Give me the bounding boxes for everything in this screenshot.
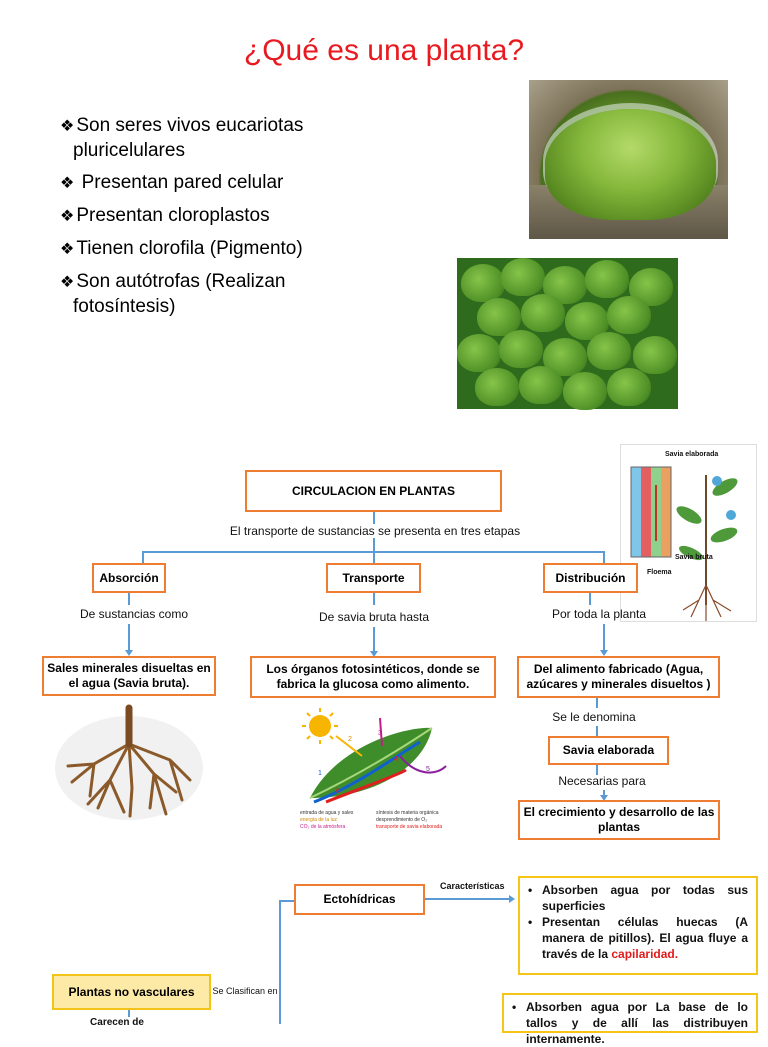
leaf-shape xyxy=(563,372,607,410)
savia-bruta-label: Savia bruta xyxy=(675,554,713,561)
connector-line xyxy=(128,624,130,652)
leaf-shape xyxy=(499,330,543,368)
leaf-shape xyxy=(461,264,505,302)
leaf-num: 2 xyxy=(348,736,352,743)
leaf-num: 5 xyxy=(426,766,430,773)
classify-label: Se Clasifican en xyxy=(212,986,278,996)
stage-absorcion-box: Absorción xyxy=(92,563,166,593)
features-label: Características xyxy=(440,881,505,891)
stage-distribucion-box: Distribución xyxy=(543,563,638,593)
feature-item xyxy=(60,171,386,196)
absorcion-link: De sustancias como xyxy=(79,607,189,621)
leaf-shape xyxy=(475,368,519,406)
page-title: ¿Qué es una planta? xyxy=(243,34,525,67)
diamond-bullet-icon: ❖ xyxy=(60,118,75,135)
endo-feature-item xyxy=(510,999,748,1047)
legend-item: energía de la luz xyxy=(300,817,337,823)
transporte-result-box: Los órganos fotosintéticos, donde se fabrica la glucosa como alimento. xyxy=(250,656,496,698)
ectohidricas-box: Ectohídricas xyxy=(294,884,425,915)
plant-features-list xyxy=(60,114,386,327)
leaf-num: 1 xyxy=(318,770,322,777)
feature-text: Presentan células huecas (A manera de pitillos). El agua fluye a través de la xyxy=(542,915,748,961)
feature-text: Tienen clorofila (Pigmento) xyxy=(76,238,303,259)
diamond-bullet-icon: ❖ xyxy=(60,208,75,225)
leaf-num: 4 xyxy=(394,756,398,763)
connector-line xyxy=(279,900,281,1024)
connector-line xyxy=(425,898,511,900)
moss-tuft xyxy=(545,109,716,220)
connector-line xyxy=(279,900,294,902)
feature-text-cont: pluricelulares xyxy=(73,140,185,161)
leaf-legend xyxy=(300,810,452,831)
connector-line xyxy=(596,698,598,708)
feature-item xyxy=(60,237,386,262)
needed-for-label: Necesarias para xyxy=(558,774,646,788)
denominates-label: Se le denomina xyxy=(524,710,664,724)
leaf-shape xyxy=(607,296,651,334)
ecto-feature-item xyxy=(526,882,748,914)
legend-item: desprendimiento de O₂ xyxy=(376,817,428,823)
ecto-features-box xyxy=(518,876,758,975)
feature-text: Son autótrofas (Realizan xyxy=(76,271,286,292)
absorcion-result-box: Sales minerales disueltas en el agua (Savia bruta). xyxy=(42,656,216,696)
ecto-feature-item xyxy=(526,914,748,962)
leaf-shape xyxy=(519,366,563,404)
legend-item: entrada de agua y sales xyxy=(300,810,354,816)
legend-item: CO₂ de la atmósfera xyxy=(300,824,346,830)
leaf-photosynthesis-diagram xyxy=(296,706,452,838)
lack-label: Carecen de xyxy=(62,1017,172,1028)
diamond-bullet-icon: ❖ xyxy=(60,175,75,192)
leaf-shape xyxy=(501,258,545,296)
leaf-shape xyxy=(633,336,677,374)
connector-line xyxy=(142,551,144,563)
connector-line xyxy=(603,551,605,563)
diamond-bullet-icon: ❖ xyxy=(60,241,75,258)
leaf-shape xyxy=(457,334,501,372)
moss-photo xyxy=(529,80,728,239)
connector-line xyxy=(128,593,130,605)
transporte-link: De savia bruta hasta xyxy=(318,610,430,624)
feature-item xyxy=(60,204,386,229)
feature-text: Absorben agua por todas sus superficies xyxy=(542,883,748,913)
feature-text: Absorben agua por La base de lo tallos y de allí las distribuyen internamente. xyxy=(526,1000,748,1046)
feature-text-cont: fotosíntesis) xyxy=(73,296,176,317)
leaf-shape xyxy=(585,260,629,298)
floema-label: Floema xyxy=(647,569,672,576)
connector-line xyxy=(373,551,375,563)
final-result-box: El crecimiento y desarrollo de las plantas xyxy=(518,800,720,840)
feature-item xyxy=(60,270,386,319)
legend-item: transporte de savia elaborada xyxy=(376,824,443,830)
distribucion-link: Por toda la planta xyxy=(551,607,647,621)
connector-line xyxy=(373,593,375,605)
connector-line xyxy=(596,726,598,736)
endo-features-box xyxy=(502,993,758,1046)
connector-line xyxy=(603,624,605,652)
circulation-title-box: CIRCULACION EN PLANTAS xyxy=(245,470,502,512)
feature-text: Presentan cloroplastos xyxy=(76,205,270,226)
plantas-no-vasculares-box: Plantas no vasculares xyxy=(52,974,211,1010)
stage-transporte-box: Transporte xyxy=(326,563,421,593)
leaf-shape xyxy=(521,294,565,332)
leaf-shape xyxy=(607,368,651,406)
leaves-photo xyxy=(457,258,678,409)
leaf-num: 3 xyxy=(378,730,382,737)
roots-illustration xyxy=(54,704,204,822)
feature-text: Presentan pared celular xyxy=(76,172,284,193)
feature-text: Son seres vivos eucariotas xyxy=(76,115,304,136)
savia-elaborada-label: Savia elaborada xyxy=(665,451,719,458)
savia-elaborada-box: Savia elaborada xyxy=(548,736,669,765)
leaf-num: 6 xyxy=(336,788,340,795)
diamond-bullet-icon: ❖ xyxy=(60,274,75,291)
distribucion-result-box: Del alimento fabricado (Agua, azúcares y minerales disueltos ) xyxy=(517,656,720,698)
connector-line xyxy=(589,593,591,605)
feature-item xyxy=(60,114,386,163)
circulation-subtitle: El transporte de sustancias se presenta en tres etapas xyxy=(180,524,570,538)
leaf-shape xyxy=(587,332,631,370)
legend-item: síntesis de materia orgánica xyxy=(376,810,439,816)
plant-circulation-diagram xyxy=(620,444,757,622)
arrow-right-icon xyxy=(509,895,515,903)
connector-line xyxy=(373,627,375,653)
capilaridad-highlight: capilaridad. xyxy=(611,947,679,961)
